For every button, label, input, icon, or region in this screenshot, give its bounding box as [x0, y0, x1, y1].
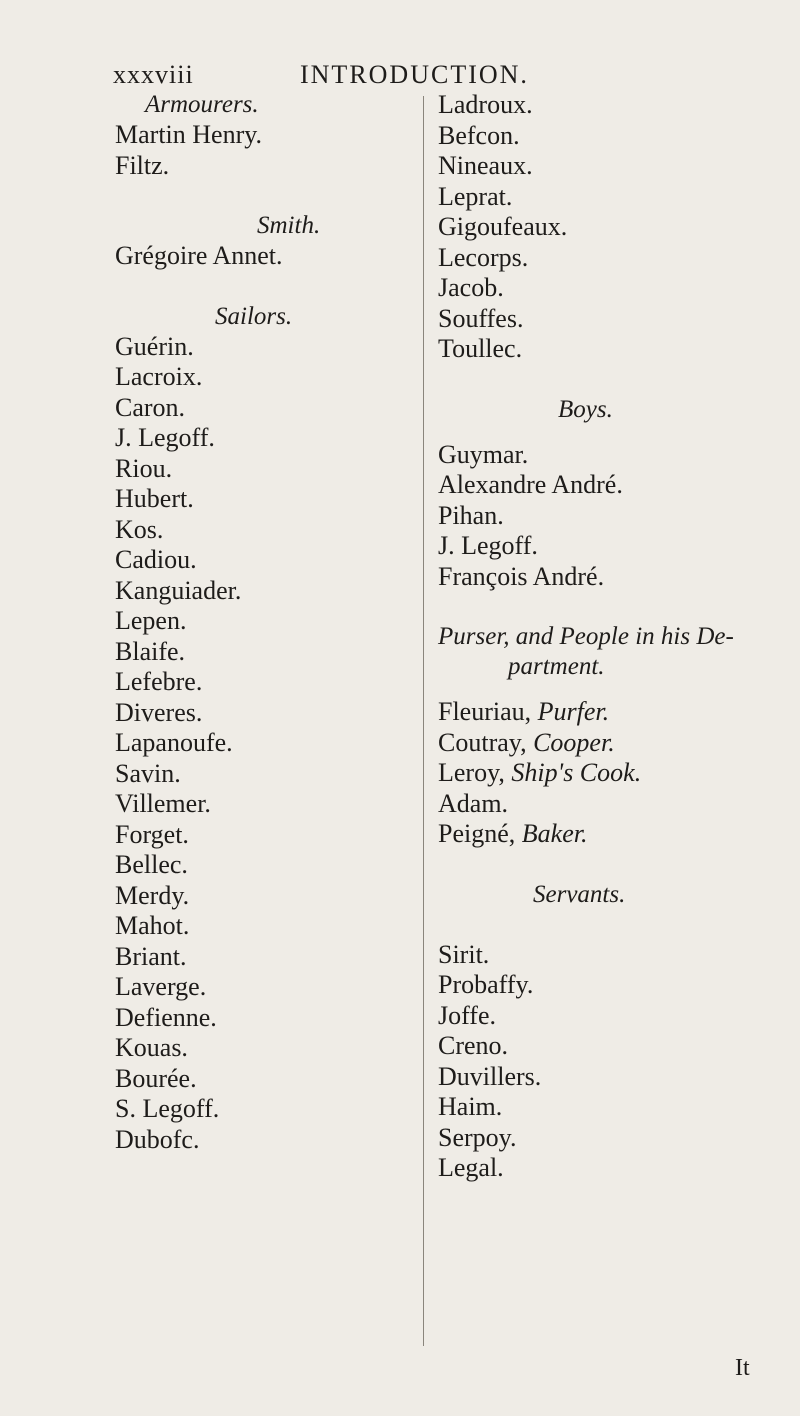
- list-item: Lefebre.: [115, 667, 203, 696]
- purser-heading-continued: partment.: [508, 653, 605, 680]
- list-item: Merdy.: [115, 880, 190, 910]
- list-item: [438, 819, 748, 850]
- list-item: [438, 697, 748, 728]
- list-item: Souffes.: [438, 303, 524, 333]
- person-name: Fleuriau,: [438, 697, 532, 726]
- list-item: Guymar.: [438, 439, 529, 469]
- sailors-list: [115, 332, 415, 1156]
- page-header: [0, 42, 800, 89]
- list-item: Befcon.: [438, 120, 520, 150]
- list-item: François André.: [438, 561, 605, 591]
- list-item: Villemer.: [115, 789, 211, 818]
- sailors-heading: Sailors.: [215, 302, 293, 330]
- list-item: Alexandre André.: [438, 470, 623, 499]
- list-item: Joffe.: [438, 1000, 497, 1030]
- person-name: Coutray,: [438, 727, 527, 757]
- list-item: Gigoufeaux.: [438, 212, 568, 241]
- list-item: J. Legoff.: [115, 423, 215, 452]
- list-item: Leprat.: [438, 181, 513, 211]
- list-item: [438, 789, 748, 820]
- list-item: Sirit.: [438, 939, 490, 969]
- list-item: Kouas.: [115, 1033, 188, 1062]
- list-item: Legal.: [438, 1153, 504, 1182]
- list-item: Nineaux.: [438, 151, 533, 180]
- list-item: Martin Henry.: [115, 120, 263, 149]
- smith-heading: Smith.: [257, 212, 321, 239]
- list-item: Duvillers.: [438, 1061, 542, 1091]
- list-item: Dubofc.: [115, 1124, 200, 1154]
- boys-heading: Boys.: [558, 395, 613, 423]
- person-role: Ship's Cook.: [511, 758, 642, 787]
- list-item: Savin.: [115, 758, 181, 788]
- list-item: Guérin.: [115, 331, 194, 361]
- list-item: Caron.: [115, 392, 186, 422]
- left-column: [115, 90, 415, 1155]
- list-item: Laverge.: [115, 972, 207, 1001]
- person-name: Adam.: [438, 788, 509, 818]
- list-item: Briant.: [115, 941, 187, 971]
- list-item: Kanguiader.: [115, 575, 242, 605]
- person-name: Peigné,: [438, 819, 516, 848]
- servants-heading: Servants.: [533, 880, 626, 908]
- list-item: Diveres.: [115, 697, 203, 727]
- list-item: Bellec.: [115, 850, 188, 879]
- page-number: xxxviii: [113, 60, 194, 89]
- list-item: Toullec.: [438, 334, 523, 363]
- list-item: Grégoire Annet.: [115, 241, 283, 270]
- list-item: Pihan.: [438, 500, 504, 530]
- person-role: Cooper.: [533, 727, 615, 757]
- armourers-heading: Armourers.: [145, 91, 259, 118]
- list-item: J. Legoff.: [438, 531, 538, 560]
- list-item: S. Legoff.: [115, 1094, 220, 1123]
- list-item: Ladroux.: [438, 90, 533, 119]
- list-item: Hubert.: [115, 484, 194, 513]
- purser-heading: Purser, and People in his De-: [438, 623, 734, 650]
- list-item: Cadiou.: [115, 545, 197, 574]
- running-title: INTRODUCTION.: [300, 60, 529, 89]
- list-item: Lecorps.: [438, 242, 529, 272]
- list-item: Haim.: [438, 1092, 503, 1121]
- list-item: Riou.: [115, 453, 173, 483]
- list-item: Serpoy.: [438, 1122, 517, 1152]
- list-item: Filtz.: [115, 150, 170, 180]
- person-role: Purfer.: [537, 697, 610, 726]
- list-item: Kos.: [115, 514, 164, 544]
- list-item: Lacroix.: [115, 362, 203, 391]
- list-item: Probaffy.: [438, 970, 534, 999]
- list-item: Blaife.: [115, 636, 186, 666]
- list-item: Creno.: [438, 1031, 509, 1060]
- column-divider: [423, 96, 424, 1346]
- list-item: [438, 728, 748, 759]
- list-item: Mahot.: [115, 911, 190, 940]
- right-column: [438, 90, 748, 1184]
- catchword: It: [735, 1355, 750, 1381]
- list-item: Lapanoufe.: [115, 728, 233, 757]
- list-item: [438, 758, 748, 789]
- list-item: Bourée.: [115, 1063, 197, 1093]
- list-item: Jacob.: [438, 273, 504, 302]
- list-item: Forget.: [115, 819, 189, 849]
- list-item: Lepen.: [115, 606, 187, 635]
- person-name: Leroy,: [438, 758, 505, 787]
- person-role: Baker.: [521, 819, 588, 848]
- list-item: Defienne.: [115, 1002, 217, 1032]
